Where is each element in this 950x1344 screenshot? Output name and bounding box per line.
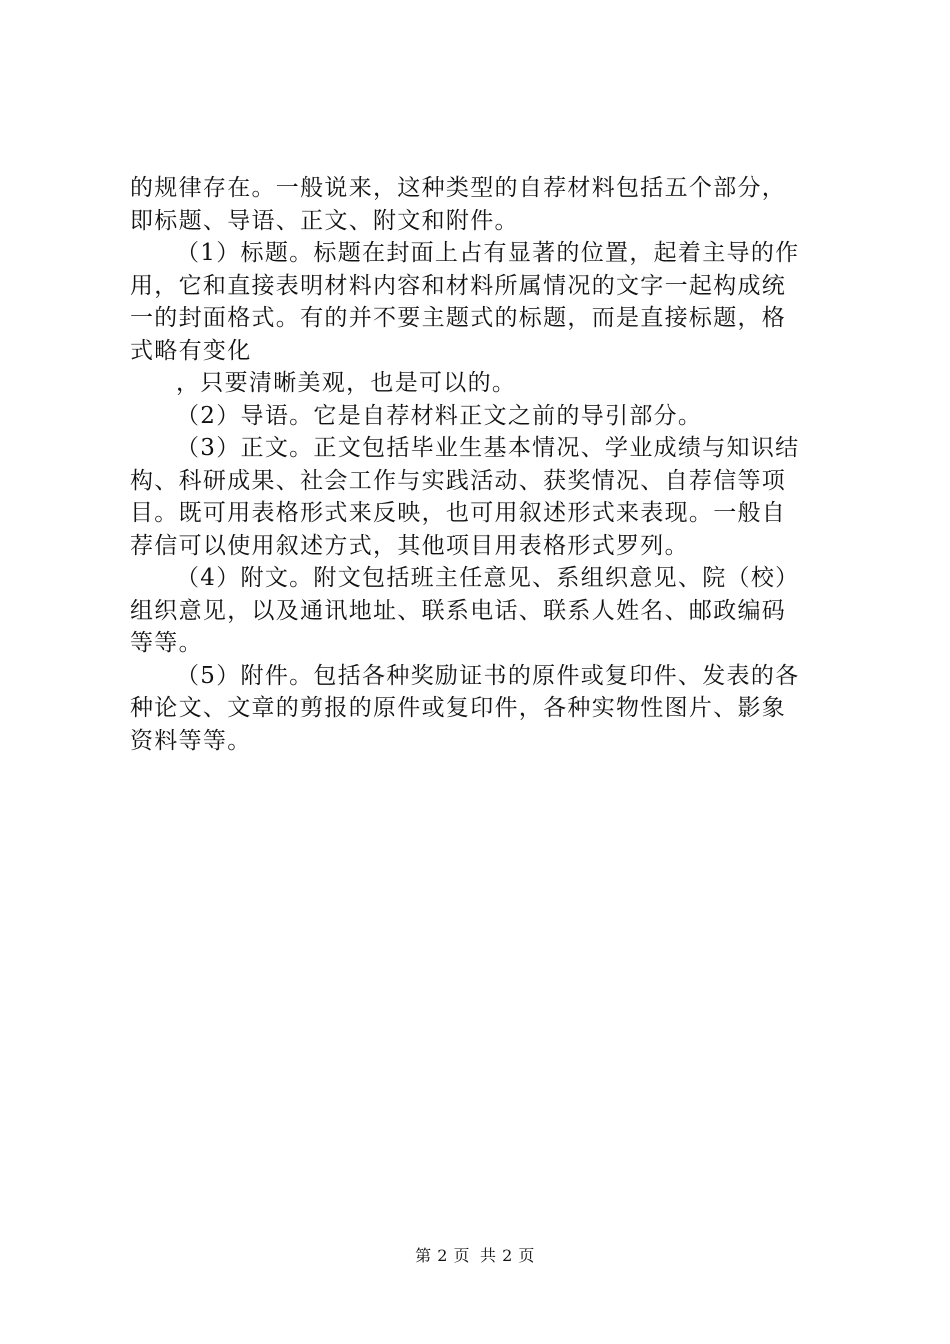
page-footer bbox=[0, 1243, 950, 1266]
text-line: （4）附文。附文包括班主任意见、系组织意见、院（校） bbox=[176, 565, 800, 591]
text-line: 资料等等。 bbox=[130, 727, 252, 754]
text-line: 等等。 bbox=[130, 630, 203, 656]
text-line: 组织意见，以及通讯地址、联系电话、联系人姓名、邮政编码 bbox=[130, 597, 787, 624]
text-line: 构、科研成果、社会工作与实践活动、获奖情况、自荐信等项 bbox=[130, 467, 787, 494]
text-line: 一的封面格式。有的并不要主题式的标题，而是直接标题，格 bbox=[130, 305, 787, 331]
text-line: 种论文、文章的剪报的原件或复印件，各种实物性图片、影象 bbox=[130, 695, 787, 721]
text-line: 即标题、导语、正文、附文和附件。 bbox=[130, 207, 519, 234]
text-line: （1）标题。标题在封面上占有显著的位置，起着主导的作 bbox=[176, 240, 800, 266]
text-line: ，只要清晰美观，也是可以的。 bbox=[176, 370, 517, 396]
text-line: 荐信可以使用叙述方式，其他项目用表格形式罗列。 bbox=[130, 532, 689, 559]
text-line: （2）导语。它是自荐材料正文之前的导引部分。 bbox=[176, 402, 703, 429]
text-line: （3）正文。正文包括毕业生基本情况、学业成绩与知识结 bbox=[176, 435, 800, 461]
text-line: 的规律存在。一般说来，这种类型的自荐材料包括五个部分， bbox=[130, 175, 787, 201]
text-line: 目。既可用表格形式来反映，也可用叙述形式来表现。一般自 bbox=[130, 500, 787, 526]
text-line: （5）附件。包括各种奖励证书的原件或复印件、发表的各 bbox=[176, 662, 800, 689]
text-line: 用，它和直接表明材料内容和材料所属情况的文字一起构成统 bbox=[130, 272, 787, 299]
text-line: 式略有变化 bbox=[130, 337, 252, 364]
page-number-current: 第 2 页 bbox=[415, 1246, 470, 1265]
page-number-total: 共 2 页 bbox=[480, 1246, 535, 1265]
document-body bbox=[130, 172, 830, 757]
